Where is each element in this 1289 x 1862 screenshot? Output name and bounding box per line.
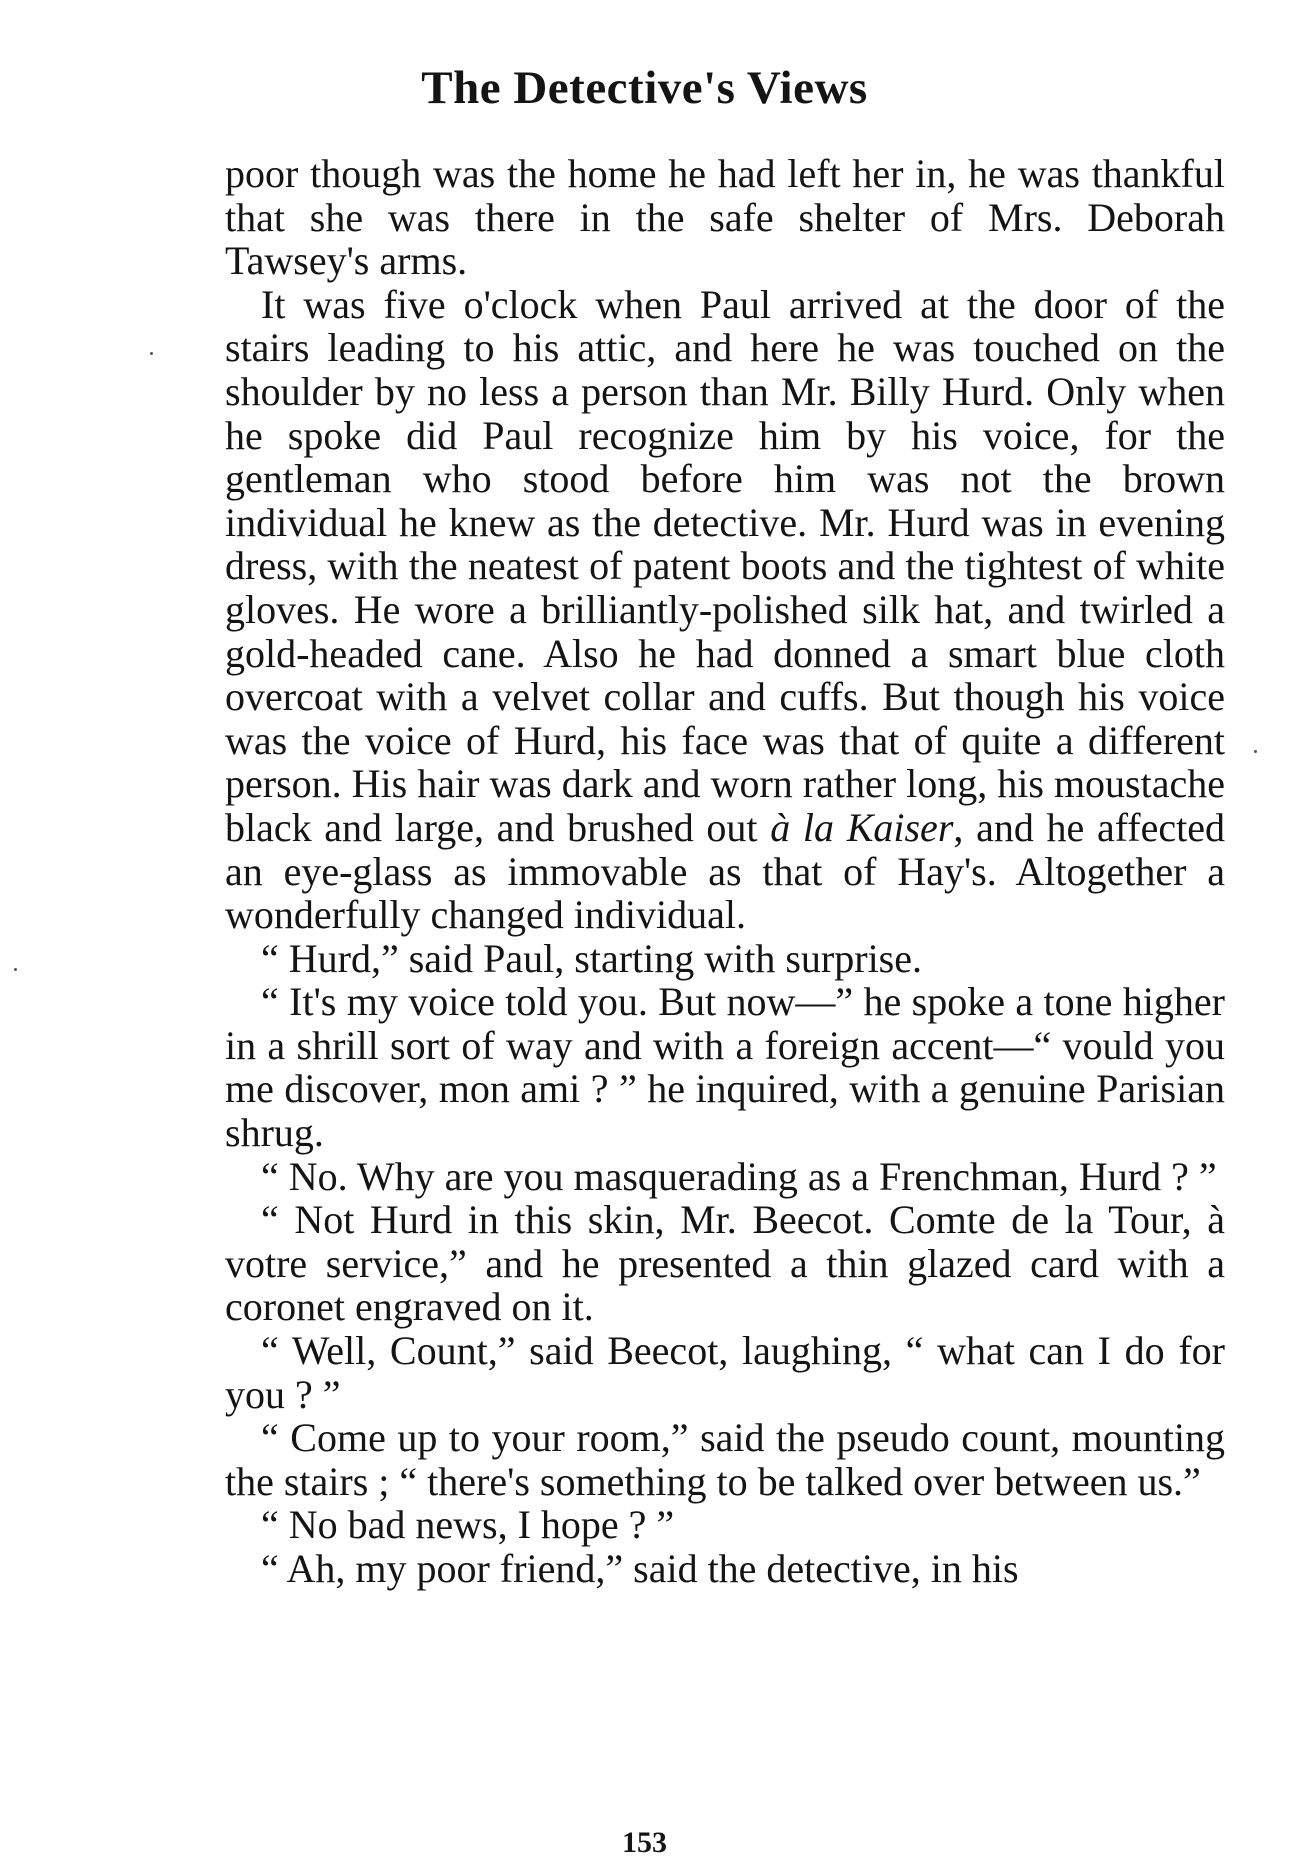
body-text (225, 152, 1225, 1591)
paragraph: It was five o'clock when Paul arrived at the door of the stairs leading to his attic, and here he was touched on the shoulder by no less a person than Mr. Billy Hurd. Only when he spoke did Paul recognize him by his voice, for the gentleman who stood before him was not the brown individual he knew as the detective. Mr. Hurd was in evening dress, with the neatest of patent boots and the tightest of white gloves. He wore a brilliantly-polished silk hat, and twirled a gold-headed cane. Also he had donned a smart blue cloth overcoat with a velvet collar and cuffs. But though his voice was the voice of Hurd, his face was that of quite a different person. His hair was dark and worn rather long, his moustache black and large, and brushed out à la Kaiser, and he affected an eye-glass as immovable as that of Hay's. Altogether a wonderfully changed individual. (225, 281, 1225, 938)
paragraph: “ No bad news, I hope ? ” (261, 1502, 675, 1548)
paragraph: “ It's my voice told you. But now—” he spoke a tone higher in a shrill sort of way and with a foreign accent—“ vould you me discover, mon ami ? ” he inquired, with a genuine Parisian shrug. (225, 979, 1225, 1156)
paragraph: “ Well, Count,” said Beecot, laughing, “ what can I do for you ? ” (225, 1328, 1225, 1417)
scan-speck (150, 352, 153, 355)
italic-phrase: à la Kaiser (770, 804, 954, 850)
paragraph: poor though was the home he had left her in, he was thankful that she was there in the safe shelter of Mrs. Deborah Tawsey's arms. (225, 151, 1225, 284)
scan-speck (1254, 750, 1257, 753)
paragraph: “ Not Hurd in this skin, Mr. Beecot. Comte de la Tour, à votre service,” and he presented a thin glazed card with a coronet engraved on it. (225, 1197, 1225, 1330)
paragraph: “ Hurd,” said Paul, starting with surprise. (261, 935, 922, 981)
paragraph: “ Come up to your room,” said the pseudo count, mounting the stairs ; “ there's something to be talked over between us.” (225, 1415, 1225, 1504)
page-number: 153 (622, 1826, 667, 1859)
paragraph: “ Ah, my poor friend,” said the detective, in his (261, 1546, 1019, 1591)
scan-speck (14, 968, 17, 971)
running-head: The Detective's Views (421, 62, 868, 114)
paragraph: “ No. Why are you masquerading as a Frenchman, Hurd ? ” (261, 1153, 1217, 1199)
